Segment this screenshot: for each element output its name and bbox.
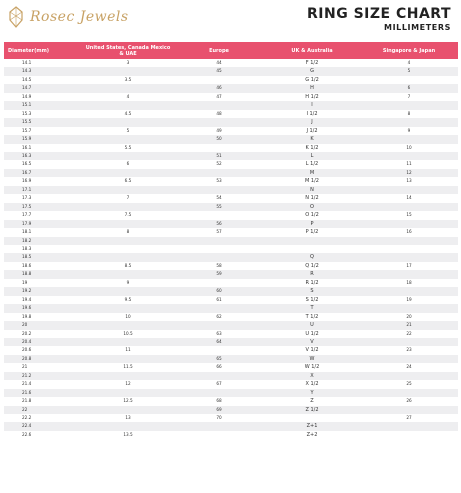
cell-singapore-size: 15 xyxy=(360,211,458,219)
cell-europe-size xyxy=(174,372,264,380)
cell-uk-size: P xyxy=(264,220,360,228)
ring-size-table xyxy=(4,42,458,439)
cell-singapore-size: 10 xyxy=(360,144,458,152)
cell-diameter: 19.8 xyxy=(4,313,82,321)
cell-singapore-size xyxy=(360,406,458,414)
table-row xyxy=(4,304,458,312)
table-row xyxy=(4,380,458,388)
cell-diameter: 22 xyxy=(4,406,82,414)
table-row xyxy=(4,101,458,109)
table-body xyxy=(4,59,458,439)
cell-diameter: 21.8 xyxy=(4,397,82,405)
cell-diameter: 14.1 xyxy=(4,59,82,67)
table-row xyxy=(4,338,458,346)
cell-singapore-size: 11 xyxy=(360,160,458,168)
cell-diameter: 14.3 xyxy=(4,67,82,75)
table-row xyxy=(4,414,458,422)
cell-singapore-size xyxy=(360,152,458,160)
cell-diameter: 17.1 xyxy=(4,186,82,194)
header xyxy=(0,0,461,40)
cell-uk-size: N xyxy=(264,186,360,194)
table-row xyxy=(4,397,458,405)
cell-uk-size: T 1/2 xyxy=(264,313,360,321)
cell-us-size: 6 xyxy=(82,160,174,168)
table-row xyxy=(4,245,458,253)
cell-uk-size: R xyxy=(264,270,360,278)
cell-diameter: 21.4 xyxy=(4,380,82,388)
cell-diameter: 16.1 xyxy=(4,144,82,152)
brand-name: Rosec Jewels xyxy=(30,9,129,25)
cell-diameter: 22.2 xyxy=(4,414,82,422)
table-row xyxy=(4,228,458,236)
table-row xyxy=(4,93,458,101)
table-row xyxy=(4,186,458,194)
cell-diameter: 22.6 xyxy=(4,431,82,439)
cell-diameter: 14.5 xyxy=(4,76,82,84)
cell-europe-size: 55 xyxy=(174,203,264,211)
cell-europe-size xyxy=(174,389,264,397)
cell-uk-size: S 1/2 xyxy=(264,296,360,304)
table-row xyxy=(4,237,458,245)
cell-europe-size: 44 xyxy=(174,59,264,67)
cell-europe-size: 57 xyxy=(174,228,264,236)
cell-europe-size xyxy=(174,211,264,219)
cell-uk-size: I xyxy=(264,101,360,109)
table-row xyxy=(4,127,458,135)
cell-diameter: 16.5 xyxy=(4,160,82,168)
cell-diameter: 19.2 xyxy=(4,287,82,295)
cell-singapore-size xyxy=(360,270,458,278)
cell-us-size xyxy=(82,321,174,329)
cell-diameter: 20 xyxy=(4,321,82,329)
cell-diameter: 15.1 xyxy=(4,101,82,109)
table-row xyxy=(4,372,458,380)
cell-diameter: 21 xyxy=(4,363,82,371)
cell-uk-size: I 1/2 xyxy=(264,110,360,118)
cell-uk-size: H xyxy=(264,84,360,92)
table-row xyxy=(4,211,458,219)
cell-uk-size: W 1/2 xyxy=(264,363,360,371)
cell-singapore-size xyxy=(360,220,458,228)
cell-europe-size xyxy=(174,144,264,152)
cell-singapore-size: 16 xyxy=(360,228,458,236)
cell-uk-size: Q 1/2 xyxy=(264,262,360,270)
cell-singapore-size xyxy=(360,76,458,84)
cell-europe-size xyxy=(174,245,264,253)
cell-singapore-size xyxy=(360,431,458,439)
cell-diameter: 18.8 xyxy=(4,270,82,278)
cell-singapore-size xyxy=(360,135,458,143)
table-header-row xyxy=(4,42,458,59)
page-title: RING SIZE CHART xyxy=(307,6,451,22)
cell-diameter: 16.7 xyxy=(4,169,82,177)
cell-us-size xyxy=(82,203,174,211)
cell-diameter: 22.4 xyxy=(4,422,82,430)
cell-europe-size: 51 xyxy=(174,152,264,160)
table-row xyxy=(4,59,458,67)
table-row xyxy=(4,431,458,439)
cell-diameter: 15.3 xyxy=(4,110,82,118)
cell-europe-size: 54 xyxy=(174,194,264,202)
cell-europe-size xyxy=(174,169,264,177)
cell-uk-size: X xyxy=(264,372,360,380)
cell-uk-size: G 1/2 xyxy=(264,76,360,84)
cell-us-size xyxy=(82,84,174,92)
cell-uk-size: V 1/2 xyxy=(264,346,360,354)
cell-europe-size: 45 xyxy=(174,67,264,75)
cell-diameter: 20.2 xyxy=(4,330,82,338)
cell-uk-size: R 1/2 xyxy=(264,279,360,287)
cell-europe-size: 56 xyxy=(174,220,264,228)
cell-europe-size xyxy=(174,321,264,329)
cell-uk-size: F 1/2 xyxy=(264,59,360,67)
cell-europe-size: 69 xyxy=(174,406,264,414)
cell-uk-size: Q xyxy=(264,253,360,261)
table-row xyxy=(4,135,458,143)
cell-diameter: 18.3 xyxy=(4,245,82,253)
cell-us-size: 10 xyxy=(82,313,174,321)
cell-singapore-size xyxy=(360,253,458,261)
cell-europe-size xyxy=(174,101,264,109)
cell-uk-size xyxy=(264,245,360,253)
cell-diameter: 20.6 xyxy=(4,346,82,354)
cell-us-size xyxy=(82,406,174,414)
cell-diameter: 17.3 xyxy=(4,194,82,202)
cell-uk-size: S xyxy=(264,287,360,295)
table-row xyxy=(4,203,458,211)
cell-europe-size xyxy=(174,118,264,126)
cell-us-size xyxy=(82,101,174,109)
column-header-singapore: Singapore & Japan xyxy=(360,42,458,59)
cell-europe-size: 63 xyxy=(174,330,264,338)
cell-europe-size: 58 xyxy=(174,262,264,270)
cell-uk-size: W xyxy=(264,355,360,363)
column-header-uk: UK & Australia xyxy=(264,42,360,59)
cell-europe-size: 59 xyxy=(174,270,264,278)
cell-singapore-size: 17 xyxy=(360,262,458,270)
cell-singapore-size: 8 xyxy=(360,110,458,118)
cell-diameter: 18.2 xyxy=(4,237,82,245)
cell-singapore-size xyxy=(360,237,458,245)
cell-singapore-size: 7 xyxy=(360,93,458,101)
cell-us-size: 5.5 xyxy=(82,144,174,152)
table-row xyxy=(4,406,458,414)
table-row xyxy=(4,67,458,75)
cell-uk-size: G xyxy=(264,67,360,75)
table-row xyxy=(4,287,458,295)
cell-uk-size xyxy=(264,237,360,245)
cell-singapore-size: 22 xyxy=(360,330,458,338)
cell-singapore-size: 27 xyxy=(360,414,458,422)
cell-uk-size: U xyxy=(264,321,360,329)
cell-us-size: 7.5 xyxy=(82,211,174,219)
cell-singapore-size xyxy=(360,101,458,109)
cell-us-size: 10.5 xyxy=(82,330,174,338)
cell-europe-size: 61 xyxy=(174,296,264,304)
cell-us-size: 9 xyxy=(82,279,174,287)
cell-us-size xyxy=(82,118,174,126)
cell-uk-size: U 1/2 xyxy=(264,330,360,338)
cell-singapore-size: 26 xyxy=(360,397,458,405)
cell-singapore-size xyxy=(360,422,458,430)
cell-europe-size: 65 xyxy=(174,355,264,363)
cell-us-size xyxy=(82,338,174,346)
cell-uk-size: L xyxy=(264,152,360,160)
cell-singapore-size xyxy=(360,118,458,126)
cell-us-size xyxy=(82,253,174,261)
title-block xyxy=(307,6,451,32)
cell-singapore-size xyxy=(360,338,458,346)
cell-europe-size xyxy=(174,279,264,287)
cell-diameter: 17.9 xyxy=(4,220,82,228)
cell-uk-size: K 1/2 xyxy=(264,144,360,152)
table-row xyxy=(4,279,458,287)
cell-europe-size: 46 xyxy=(174,84,264,92)
table-row xyxy=(4,160,458,168)
cell-singapore-size: 9 xyxy=(360,127,458,135)
cell-diameter: 19.6 xyxy=(4,304,82,312)
cell-europe-size: 52 xyxy=(174,160,264,168)
cell-us-size: 12 xyxy=(82,380,174,388)
brand-logo xyxy=(6,6,129,28)
table-row xyxy=(4,389,458,397)
table-row xyxy=(4,321,458,329)
cell-europe-size: 66 xyxy=(174,363,264,371)
cell-europe-size: 60 xyxy=(174,287,264,295)
cell-uk-size xyxy=(264,414,360,422)
cell-europe-size: 48 xyxy=(174,110,264,118)
cell-us-size xyxy=(82,237,174,245)
cell-us-size xyxy=(82,372,174,380)
cell-uk-size: P 1/2 xyxy=(264,228,360,236)
cell-singapore-size xyxy=(360,203,458,211)
cell-singapore-size xyxy=(360,304,458,312)
cell-diameter: 14.7 xyxy=(4,84,82,92)
cell-us-size xyxy=(82,169,174,177)
column-header-diameter: Diameter(mm) xyxy=(4,42,82,59)
cell-us-size: 4 xyxy=(82,93,174,101)
cell-uk-size: N 1/2 xyxy=(264,194,360,202)
column-header-europe: Europe xyxy=(174,42,264,59)
cell-us-size: 8 xyxy=(82,228,174,236)
cell-uk-size: J xyxy=(264,118,360,126)
table-row xyxy=(4,330,458,338)
cell-uk-size: O xyxy=(264,203,360,211)
cell-singapore-size: 14 xyxy=(360,194,458,202)
cell-singapore-size: 13 xyxy=(360,177,458,185)
cell-diameter: 18.5 xyxy=(4,253,82,261)
cell-us-size: 8.5 xyxy=(82,262,174,270)
cell-diameter: 21.6 xyxy=(4,389,82,397)
cell-europe-size xyxy=(174,76,264,84)
column-header-us: United States, Canada Mexico & UAE xyxy=(82,42,174,59)
page-subtitle: MILLIMETERS xyxy=(384,23,451,32)
table-row xyxy=(4,270,458,278)
cell-europe-size: 67 xyxy=(174,380,264,388)
cell-europe-size xyxy=(174,346,264,354)
cell-us-size: 4.5 xyxy=(82,110,174,118)
cell-uk-size: Z 1/2 xyxy=(264,406,360,414)
table-row xyxy=(4,313,458,321)
cell-us-size: 7 xyxy=(82,194,174,202)
cell-uk-size: Z xyxy=(264,397,360,405)
cell-us-size: 13 xyxy=(82,414,174,422)
cell-europe-size: 47 xyxy=(174,93,264,101)
table-row xyxy=(4,346,458,354)
cell-us-size xyxy=(82,67,174,75)
cell-europe-size: 50 xyxy=(174,135,264,143)
cell-diameter: 16.3 xyxy=(4,152,82,160)
cell-us-size: 12.5 xyxy=(82,397,174,405)
cell-uk-size: Y xyxy=(264,389,360,397)
cell-europe-size xyxy=(174,422,264,430)
cell-diameter: 20.8 xyxy=(4,355,82,363)
table-row xyxy=(4,118,458,126)
cell-singapore-size: 24 xyxy=(360,363,458,371)
table-row xyxy=(4,422,458,430)
cell-singapore-size: 18 xyxy=(360,279,458,287)
cell-us-size xyxy=(82,186,174,194)
cell-diameter: 20.4 xyxy=(4,338,82,346)
cell-singapore-size: 6 xyxy=(360,84,458,92)
table-row xyxy=(4,110,458,118)
gem-icon xyxy=(6,6,26,28)
cell-singapore-size: 5 xyxy=(360,67,458,75)
table-row xyxy=(4,169,458,177)
cell-singapore-size: 19 xyxy=(360,296,458,304)
cell-us-size xyxy=(82,422,174,430)
cell-us-size xyxy=(82,287,174,295)
cell-singapore-size xyxy=(360,355,458,363)
cell-uk-size: M 1/2 xyxy=(264,177,360,185)
cell-europe-size xyxy=(174,304,264,312)
cell-europe-size xyxy=(174,253,264,261)
cell-singapore-size xyxy=(360,245,458,253)
cell-singapore-size: 25 xyxy=(360,380,458,388)
cell-singapore-size xyxy=(360,372,458,380)
cell-europe-size: 64 xyxy=(174,338,264,346)
table-row xyxy=(4,363,458,371)
table-row xyxy=(4,84,458,92)
cell-singapore-size: 23 xyxy=(360,346,458,354)
cell-us-size: 6.5 xyxy=(82,177,174,185)
cell-diameter: 17.5 xyxy=(4,203,82,211)
cell-europe-size: 53 xyxy=(174,177,264,185)
cell-diameter: 15.9 xyxy=(4,135,82,143)
cell-us-size: 9.5 xyxy=(82,296,174,304)
cell-singapore-size: 21 xyxy=(360,321,458,329)
cell-diameter: 18.1 xyxy=(4,228,82,236)
cell-singapore-size xyxy=(360,186,458,194)
cell-uk-size: H 1/2 xyxy=(264,93,360,101)
cell-diameter: 17.7 xyxy=(4,211,82,219)
cell-us-size xyxy=(82,270,174,278)
table-row xyxy=(4,76,458,84)
cell-us-size: 11 xyxy=(82,346,174,354)
cell-europe-size: 62 xyxy=(174,313,264,321)
cell-europe-size: 70 xyxy=(174,414,264,422)
cell-diameter: 19 xyxy=(4,279,82,287)
cell-singapore-size xyxy=(360,389,458,397)
cell-us-size xyxy=(82,304,174,312)
cell-diameter: 16.9 xyxy=(4,177,82,185)
cell-us-size: 11.5 xyxy=(82,363,174,371)
cell-us-size xyxy=(82,389,174,397)
cell-europe-size xyxy=(174,186,264,194)
cell-uk-size: M xyxy=(264,169,360,177)
cell-europe-size xyxy=(174,431,264,439)
cell-diameter: 18.6 xyxy=(4,262,82,270)
cell-us-size xyxy=(82,245,174,253)
cell-europe-size: 49 xyxy=(174,127,264,135)
cell-europe-size: 68 xyxy=(174,397,264,405)
cell-us-size xyxy=(82,152,174,160)
cell-us-size xyxy=(82,220,174,228)
cell-uk-size: Z+1 xyxy=(264,422,360,430)
table-row xyxy=(4,177,458,185)
cell-uk-size: L 1/2 xyxy=(264,160,360,168)
cell-uk-size: O 1/2 xyxy=(264,211,360,219)
table-row xyxy=(4,262,458,270)
table-row xyxy=(4,152,458,160)
cell-us-size: 3.5 xyxy=(82,76,174,84)
cell-diameter: 15.5 xyxy=(4,118,82,126)
cell-us-size: 3 xyxy=(82,59,174,67)
cell-diameter: 21.2 xyxy=(4,372,82,380)
cell-singapore-size: 20 xyxy=(360,313,458,321)
cell-uk-size: T xyxy=(264,304,360,312)
cell-singapore-size xyxy=(360,287,458,295)
cell-uk-size: J 1/2 xyxy=(264,127,360,135)
cell-uk-size: V xyxy=(264,338,360,346)
cell-uk-size: Z+2 xyxy=(264,431,360,439)
cell-us-size: 13.5 xyxy=(82,431,174,439)
table-row xyxy=(4,194,458,202)
cell-europe-size xyxy=(174,237,264,245)
table-row xyxy=(4,220,458,228)
cell-us-size xyxy=(82,355,174,363)
cell-diameter: 14.9 xyxy=(4,93,82,101)
cell-singapore-size: 4 xyxy=(360,59,458,67)
cell-diameter: 15.7 xyxy=(4,127,82,135)
table-row xyxy=(4,355,458,363)
cell-diameter: 19.4 xyxy=(4,296,82,304)
cell-singapore-size: 12 xyxy=(360,169,458,177)
cell-uk-size: X 1/2 xyxy=(264,380,360,388)
table-row xyxy=(4,253,458,261)
cell-us-size: 5 xyxy=(82,127,174,135)
table-row xyxy=(4,144,458,152)
cell-us-size xyxy=(82,135,174,143)
table-row xyxy=(4,296,458,304)
cell-uk-size: K xyxy=(264,135,360,143)
